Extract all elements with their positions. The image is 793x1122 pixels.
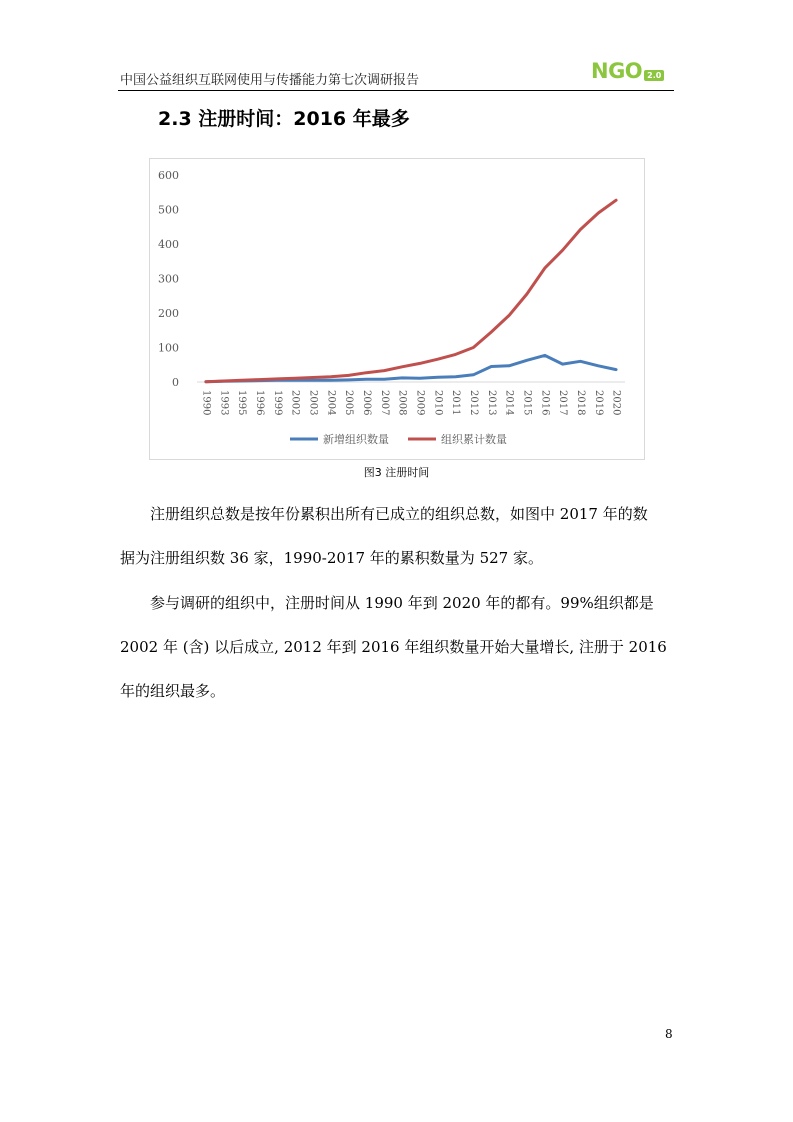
- y-tick-label: 500: [158, 203, 179, 217]
- figure-caption: 图3 注册时间: [363, 466, 430, 479]
- y-tick-label: 400: [158, 238, 179, 251]
- y-tick-label: 600: [158, 169, 179, 182]
- x-tick-label: 2004: [325, 390, 337, 416]
- x-tick-label: 2012: [467, 390, 479, 416]
- x-tick-label: 2018: [574, 390, 586, 416]
- chart-canvas: [150, 159, 644, 459]
- paragraph-2-line-1: 参与调研的组织中，注册时间从 1990 年到 2020 年的都有。99%组织都是: [150, 594, 654, 612]
- paragraph-2-line-2: 2002 年 (含) 以后成立, 2012 年到 2016 年组织数量开始大量增长, 注册于 2016: [120, 638, 667, 656]
- x-tick-label: 2020: [610, 390, 622, 416]
- paragraph-1: [120, 492, 676, 580]
- series-line-1: [206, 355, 616, 381]
- x-tick-label: 2005: [343, 390, 355, 416]
- x-tick-label: 1995: [236, 390, 248, 416]
- x-tick-label: 1996: [253, 390, 265, 416]
- x-tick-label: 2006: [360, 390, 372, 416]
- registration-chart: [149, 158, 645, 460]
- y-tick-label: 0: [172, 376, 179, 389]
- x-tick-label: 2017: [557, 390, 569, 416]
- paragraph-1-line-1: 注册组织总数是按年份累积出所有已成立的组织总数，如图中 2017 年的数: [150, 505, 648, 523]
- x-tick-label: 2014: [503, 390, 515, 416]
- x-tick-label: 2016: [539, 390, 551, 416]
- logo-badge: 2.0: [644, 70, 664, 81]
- section-heading: 2.3 注册时间：2016 年最多: [158, 108, 410, 130]
- x-tick-label: 2010: [432, 390, 444, 416]
- x-tick-label: 2015: [521, 390, 533, 416]
- x-tick-label: 2002: [289, 390, 301, 416]
- legend-label-2: 组织累计数量: [441, 433, 507, 446]
- logo-text: NGO: [591, 59, 643, 83]
- x-tick-label: 1990: [200, 390, 212, 416]
- paragraph-2-line-3: 年的组织最多。: [120, 682, 226, 700]
- x-tick-label: 2013: [485, 390, 497, 416]
- header-divider: [118, 90, 674, 91]
- x-tick-label: 1999: [271, 390, 283, 416]
- ngo-logo: [591, 56, 664, 86]
- series-line-2: [206, 200, 616, 382]
- running-header-title: 中国公益组织互联网使用与传播能力第七次调研报告: [120, 73, 420, 88]
- page-number: 8: [665, 1027, 673, 1041]
- x-tick-label: 2007: [378, 390, 390, 416]
- legend-label-1: 新增组织数量: [323, 433, 389, 446]
- x-tick-label: 2019: [592, 390, 604, 416]
- y-tick-label: 300: [158, 272, 179, 286]
- y-tick-label: 100: [158, 341, 179, 355]
- x-tick-label: 2009: [414, 390, 426, 416]
- y-tick-label: 200: [158, 307, 179, 320]
- x-tick-label: 2003: [307, 390, 319, 416]
- paragraph-1-line-2: 据为注册组织数 36 家，1990-2017 年的累积数量为 527 家。: [120, 549, 543, 567]
- paragraph-2: [120, 581, 676, 713]
- x-tick-label: 1993: [218, 390, 230, 416]
- x-tick-label: 2008: [396, 390, 408, 416]
- x-tick-label: 2011: [450, 390, 462, 416]
